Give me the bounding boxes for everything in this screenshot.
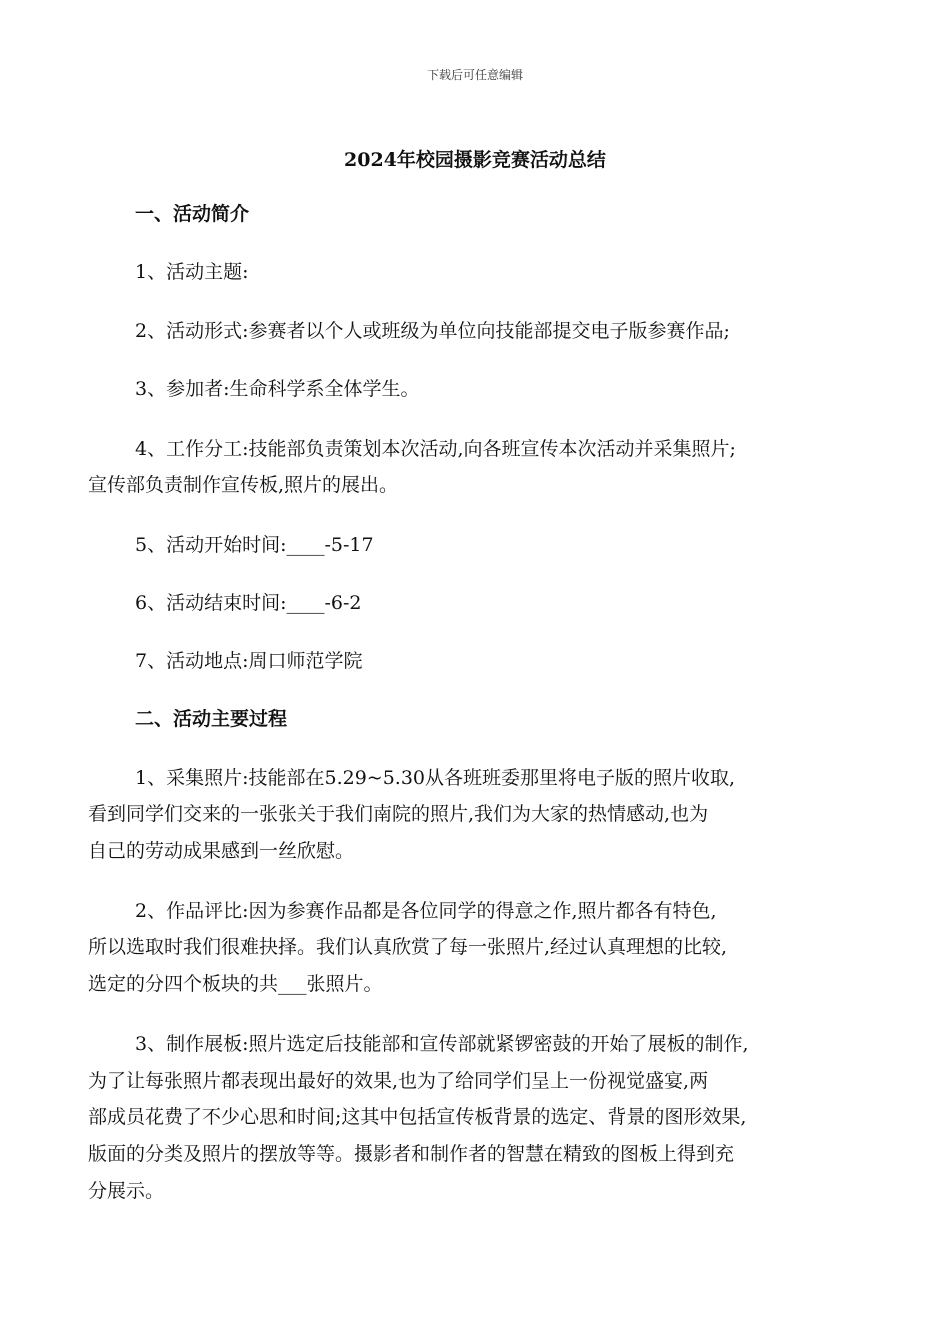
process-p1-line1: 1、采集照片:技能部在5.29~5.30从各班班委那里将电子版的照片收取, (135, 767, 736, 789)
section-heading-process: 二、活动主要过程 (135, 708, 288, 730)
process-p2-line1: 2、作品评比:因为参赛作品都是各位同学的得意之作,照片都各有特色, (135, 900, 717, 922)
process-p3-line5: 分展示。 (88, 1180, 165, 1202)
process-p3-line2: 为了让每张照片都表现出最好的效果,也为了给同学们呈上一份视觉盛宴,两 (88, 1070, 709, 1092)
header-note: 下载后可任意编辑 (426, 68, 523, 82)
intro-item-division-line2: 宣传部负责制作宣传板,照片的展出。 (88, 474, 399, 496)
intro-item-participants: 3、参加者:生命科学系全体学生。 (135, 378, 420, 400)
process-p1-line2: 看到同学们交来的一张张关于我们南院的照片,我们为大家的热情感动,也为 (88, 803, 709, 825)
process-p1-line3: 自己的劳动成果感到一丝欣慰。 (88, 840, 355, 862)
section-heading-intro: 一、活动简介 (135, 203, 250, 225)
intro-item-format: 2、活动形式:参赛者以个人或班级为单位向技能部提交电子版参赛作品; (135, 320, 730, 342)
intro-item-location: 7、活动地点:周口师范学院 (135, 650, 363, 672)
intro-item-end-time: 6、活动结束时间:____-6-2 (135, 592, 362, 614)
intro-item-theme: 1、活动主题: (135, 261, 249, 283)
process-p2-line2: 所以选取时我们很难抉择。我们认真欣赏了每一张照片,经过认真理想的比较, (88, 936, 728, 958)
process-p2-line3: 选定的分四个板块的共___张照片。 (88, 973, 383, 995)
process-p3-line3: 部成员花费了不少心思和时间;这其中包括宣传板背景的选定、背景的图形效果, (88, 1106, 747, 1128)
process-p3-line4: 版面的分类及照片的摆放等等。摄影者和制作者的智慧在精致的图板上得到充 (88, 1143, 735, 1165)
process-p3-line1: 3、制作展板:照片选定后技能部和宣传部就紧锣密鼓的开始了展板的制作, (135, 1033, 749, 1055)
intro-item-start-time: 5、活动开始时间:____-5-17 (135, 534, 374, 556)
document-title: 2024年校园摄影竞赛活动总结 (344, 149, 606, 171)
intro-item-division-line1: 4、工作分工:技能部负责策划本次活动,向各班宣传本次活动并采集照片; (135, 438, 736, 460)
